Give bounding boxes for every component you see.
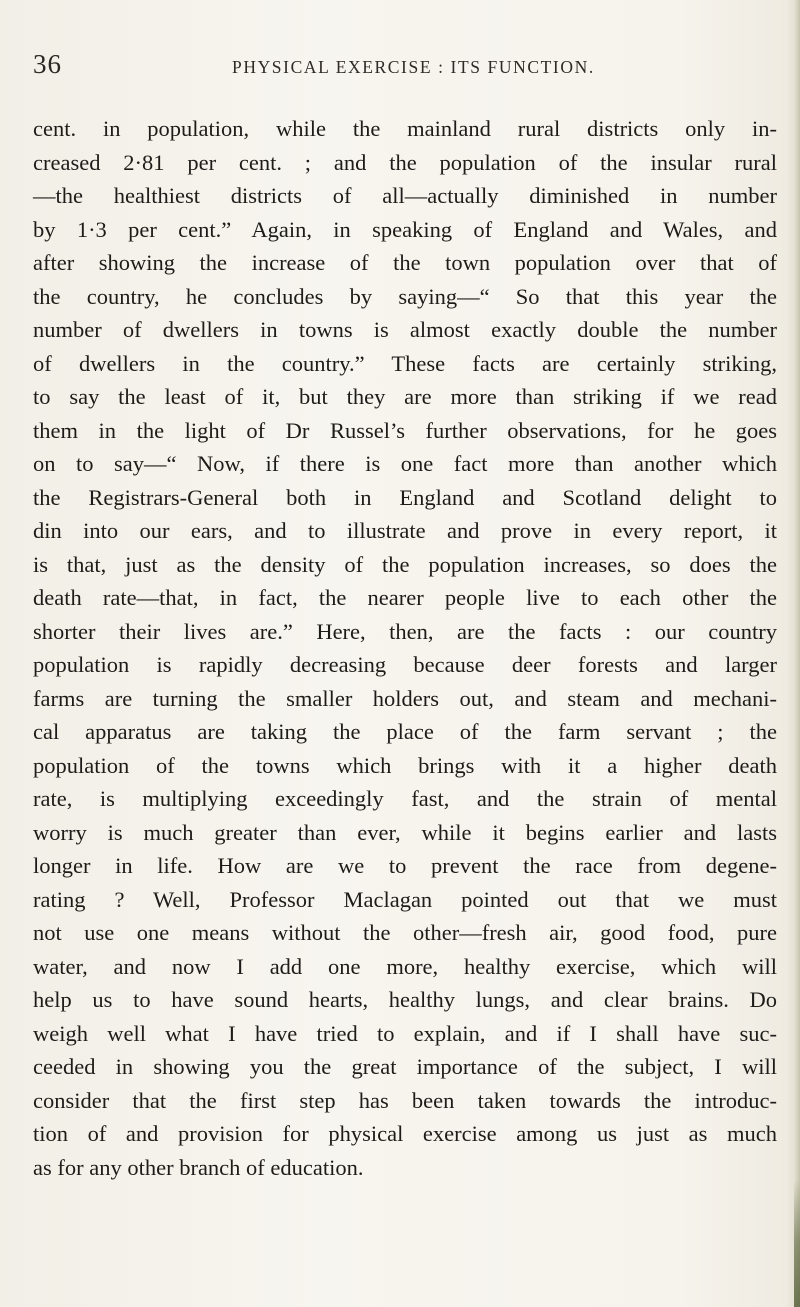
text-line: rating ? Well, Professor Maclagan pointed out that we must: [33, 886, 777, 912]
text-line: them in the light of Dr Russel’s further observations, for he goes: [33, 417, 777, 443]
text-line: the country, he concludes by saying—“ So that this year the: [33, 283, 777, 309]
text-line: on to say—“ Now, if there is one fact more than another which: [33, 451, 777, 476]
text-line: rate, is multiplying exceedingly fast, and the strain of mental: [33, 786, 777, 811]
text-line: worry is much greater than ever, while it begins earlier and lasts: [33, 819, 777, 845]
text-line: to say the least of it, but they are more than striking if we read: [33, 384, 777, 409]
text-line: shorter their lives are.” Here, then, are the facts : our country: [33, 618, 777, 644]
page-number: 36: [33, 49, 62, 79]
text-line: cal apparatus are taking the place of the farm servant ; the: [33, 719, 777, 744]
text-line: by 1·3 per cent.” Again, in speaking of England and Wales, and: [33, 216, 777, 242]
text-line: longer in life. How are we to prevent the race from degene-: [33, 853, 777, 878]
text-line: of dwellers in the country.” These facts are certainly striking,: [33, 350, 777, 376]
page-edge-shadow: [786, 0, 800, 1307]
text-line: population of the towns which brings with it a higher death: [33, 752, 777, 778]
text-line: ceeded in showing you the great importance of the subject, I will: [33, 1054, 777, 1079]
text-line: help us to have sound hearts, healthy lungs, and clear brains. Do: [33, 987, 777, 1012]
text-line: water, and now I add one more, healthy exercise, which will: [33, 953, 777, 979]
running-head: PHYSICAL EXERCISE : ITS FUNCTION.: [232, 57, 595, 77]
text-line: farms are turning the smaller holders out, and steam and mechani-: [33, 685, 777, 711]
text-line: —the healthiest districts of all—actually diminished in number: [33, 183, 777, 208]
text-line: weigh well what I have tried to explain, and if I shall have suc-: [33, 1020, 777, 1046]
text-line: is that, just as the density of the population increases, so does the: [33, 551, 777, 577]
text-line: death rate—that, in fact, the nearer people live to each other the: [33, 585, 777, 610]
text-line: din into our ears, and to illustrate and prove in every report, it: [33, 518, 777, 543]
text-line: after showing the increase of the town population over that of: [33, 250, 777, 275]
page-edge-binding: [794, 1180, 800, 1307]
text-line: cent. in population, while the mainland rural districts only in-: [33, 116, 777, 141]
text-line: as for any other branch of education.: [33, 1154, 364, 1180]
text-line: the Registrars-General both in England and Scotland delight to: [33, 484, 777, 510]
text-line: not use one means without the other—fresh air, good food, pure: [33, 920, 777, 945]
page-header: [33, 49, 773, 85]
text-line: tion of and provision for physical exercise among us just as much: [33, 1121, 777, 1146]
text-line: consider that the first step has been taken towards the introduc-: [33, 1087, 777, 1113]
text-line: population is rapidly decreasing because deer forests and larger: [33, 652, 777, 677]
text-line: creased 2·81 per cent. ; and the population of the insular rural: [33, 149, 777, 175]
text-line: number of dwellers in towns is almost exactly double the number: [33, 317, 777, 342]
body-text: [33, 112, 777, 1184]
